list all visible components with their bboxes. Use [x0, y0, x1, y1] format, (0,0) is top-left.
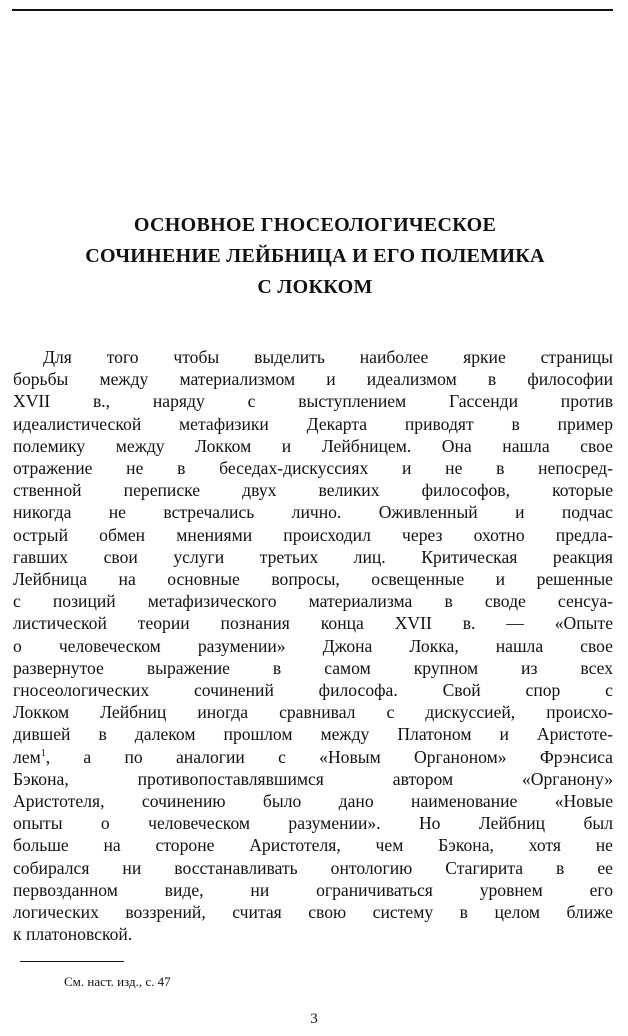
footnote-marker: 1: [40, 747, 46, 759]
footnote-text: См. наст. изд., с. 47: [64, 974, 171, 989]
top-rule: [12, 9, 613, 11]
text-line: острый обмен мнениями происходил через охотно предла-: [13, 524, 613, 545]
body-paragraph: [13, 346, 613, 945]
text-line: листической теории познания конца XVII в. — «Опыте: [13, 613, 613, 634]
text-fragment: лем: [13, 746, 41, 767]
text-line: дившей в далеком прошлом между Платоном и Аристоте-: [13, 724, 613, 745]
text-line: XVII в., наряду с выступлением Гассенди против: [13, 391, 613, 412]
title-line: ОСНОВНОЕ ГНОСЕОЛОГИЧЕСКОЕ: [133, 214, 497, 236]
text-line: гносеологических сочинений философа. Свой спор с: [13, 680, 613, 701]
title-line: С ЛОККОМ: [257, 276, 373, 298]
text-line: никогда не встречались лично. Оживленный и подчас: [13, 502, 613, 523]
text-line: Лейбница на основные вопросы, освещенные и решенные: [13, 569, 613, 590]
text-fragment: , а по аналогии с «Новым Органоном» Фрэнсиса: [45, 746, 613, 767]
text-line: собирался ни восстанавливать онтологию Стагирита в ее: [13, 857, 613, 878]
chapter-title: [40, 210, 590, 303]
text-line: логических воззрений, считая свою систему в целом ближе: [13, 902, 613, 923]
text-line: первозданном виде, ни ограничиваться уровнем его: [13, 879, 613, 900]
text-line: Локком Лейбниц иногда сравнивал с дискуссией, происхо-: [13, 702, 613, 723]
text-line: борьбы между материализмом и идеализмом в философии: [13, 369, 613, 390]
text-line: Аристотеля, сочинению было дано наименование «Новые: [13, 791, 613, 812]
text-line-with-footnote: [13, 746, 613, 768]
text-line: Для того чтобы выделить наиболее яркие страницы: [43, 347, 613, 367]
text-line: идеалистической метафизики Декарта приводят в пример: [13, 413, 613, 434]
footnote-rule: [20, 961, 124, 962]
text-line: гавших свои услуги третьих лиц. Критическая реакция: [13, 546, 613, 567]
text-line: ственной переписке двух великих философов, которые: [13, 480, 613, 501]
text-line: больше на стороне Аристотеля, чем Бэкона, хотя не: [13, 835, 613, 856]
text-line: Бэкона, противопоставлявшимся автором «Органону»: [13, 768, 613, 789]
text-line: полемику между Локком и Лейбницем. Она нашла свое: [13, 435, 613, 456]
text-line: опыты о человеческом разумении». Но Лейбниц был: [13, 813, 613, 834]
title-line: СОЧИНЕНИЕ ЛЕЙБНИЦА И ЕГО ПОЛЕМИКА: [85, 245, 545, 267]
page-number: 3: [310, 1011, 318, 1027]
text-line: с позиций метафизического материализма в своде сенсуа-: [13, 591, 613, 612]
text-line: о человеческом разумении» Джона Локка, нашла свое: [13, 635, 613, 656]
text-line: развернутое выражение в самом крупном из всех: [13, 657, 613, 678]
text-line: отражение не в беседах-дискуссиях и не в непосред-: [13, 458, 613, 479]
text-line: к платоновской.: [13, 924, 133, 945]
footnote: [64, 974, 171, 990]
